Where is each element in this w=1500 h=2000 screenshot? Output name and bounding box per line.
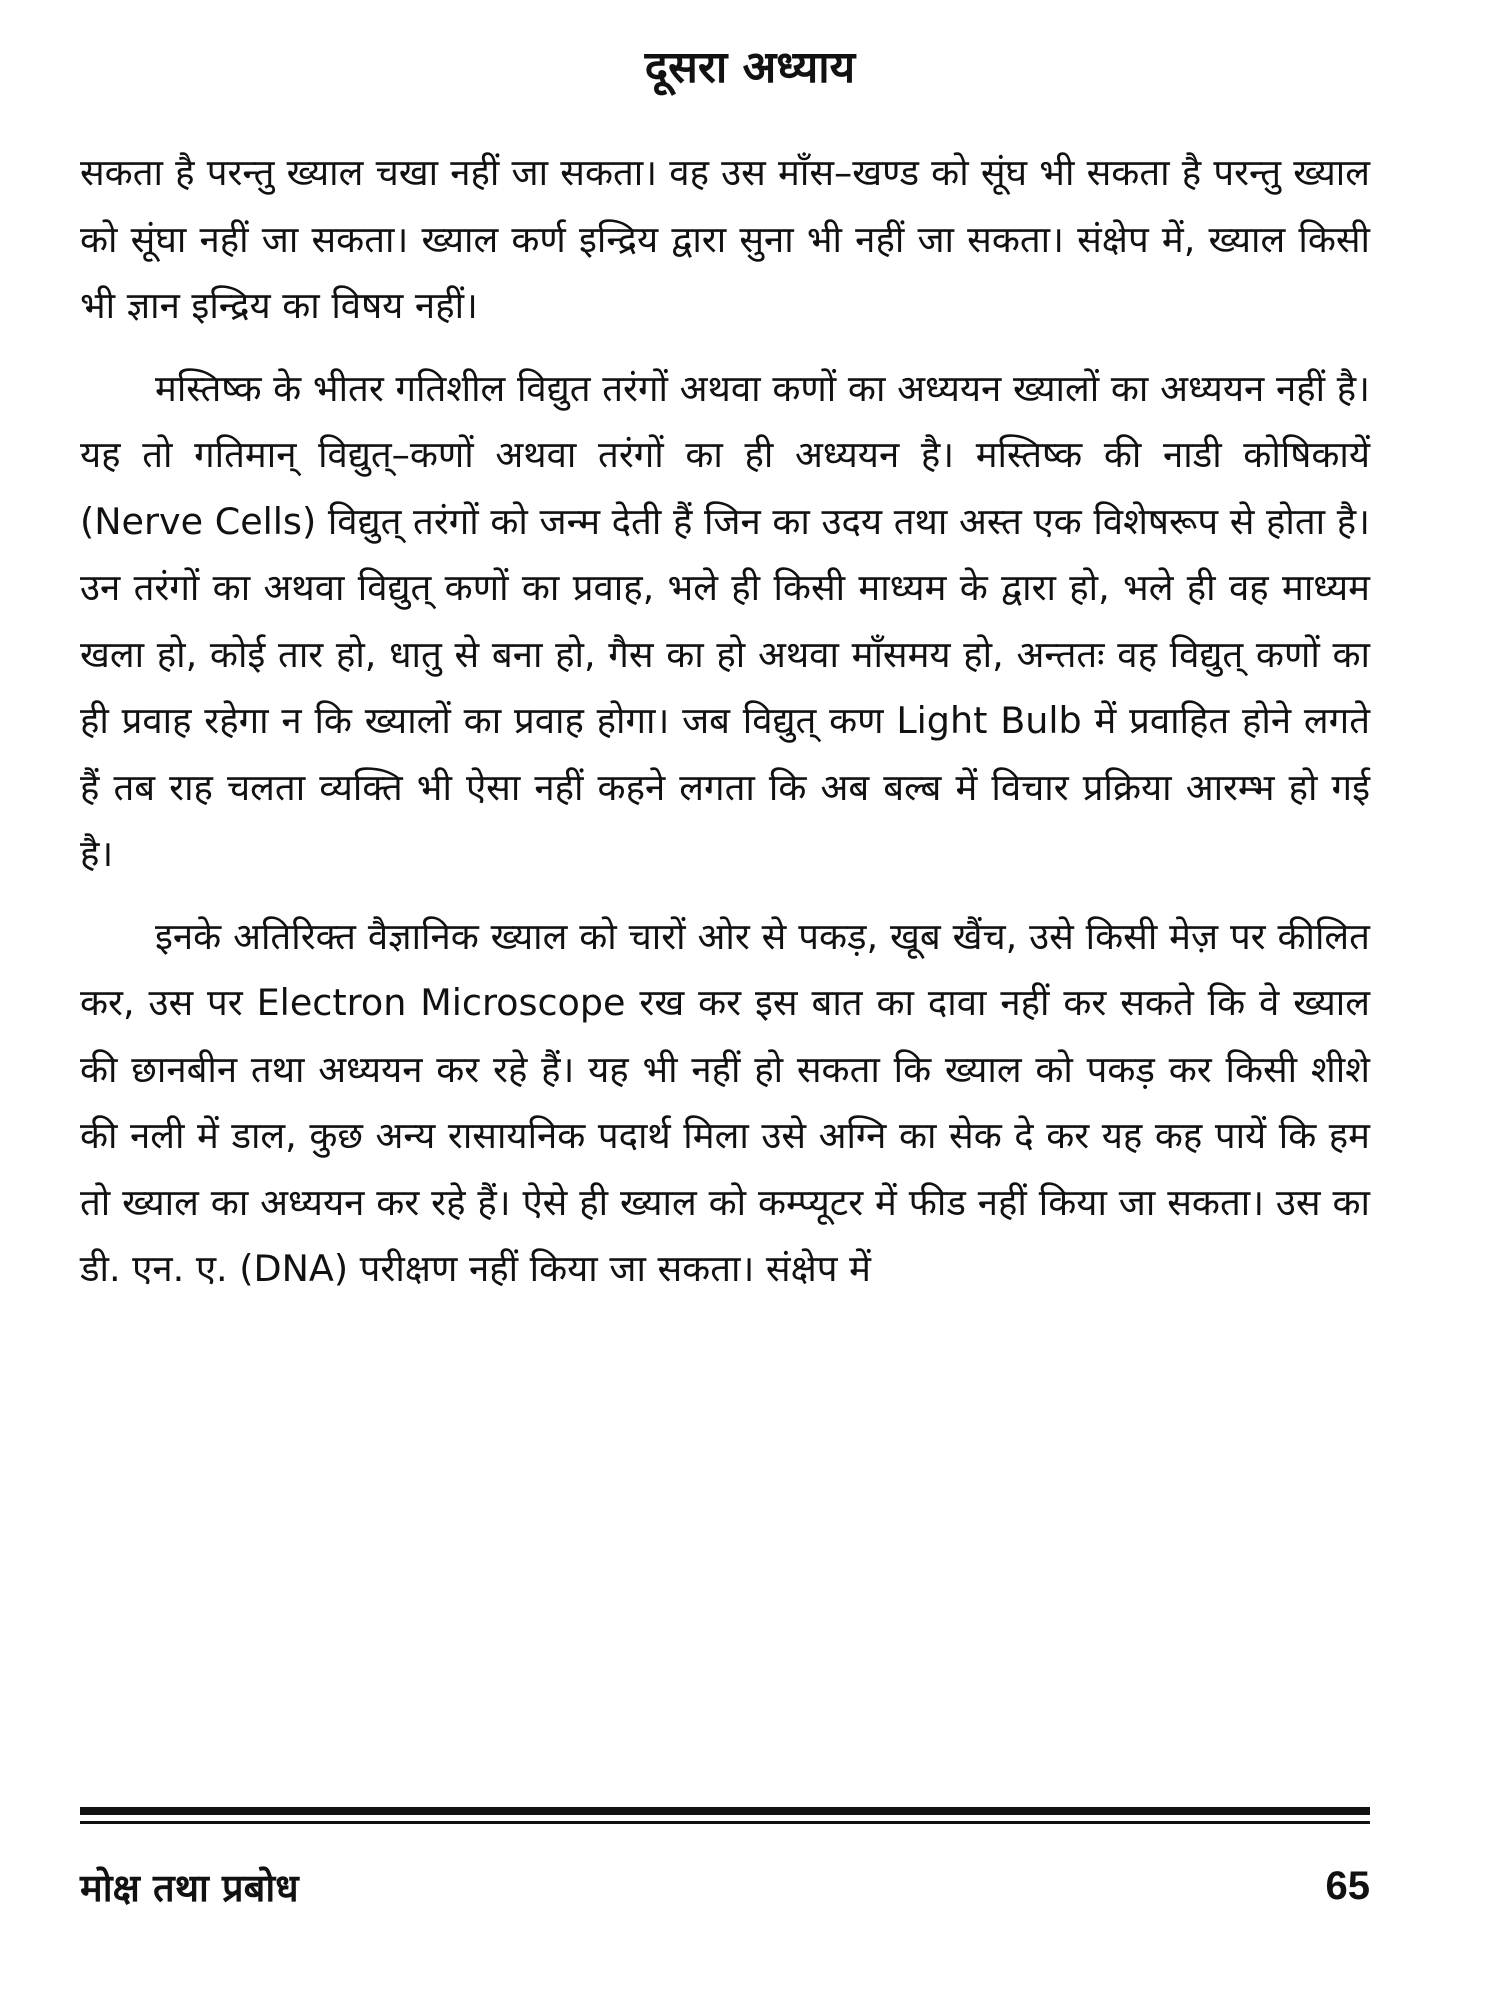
book-title: मोक्ष तथा प्रबोध: [80, 1866, 299, 1910]
footer-rule-thick: [80, 1807, 1370, 1815]
paragraph-3: इनके अतिरिक्त वैज्ञानिक ख्याल को चारों ओर से पकड़, खूब खैंच, उसे किसी मेज़ पर कीलित कर, उस पर Electron Microscope रख कर इस बात का दावा नहीं कर सकते कि वे ख्याल की छानबीन तथा अध्ययन कर रहे हैं। यह भी नहीं हो सकता कि ख्याल को पकड़ कर किसी शीशे की नली में डाल, कुछ अन्य रासायनिक पदार्थ मिला उसे अग्नि का सेक दे कर यह कह पायें कि हम तो ख्याल का अध्ययन कर रहे हैं। ऐसे ही ख्याल को कम्प्यूटर में फीड नहीं किया जा सकता। उस का डी. एन. ए. (DNA) परीक्षण नहीं किया जा सकता। संक्षेप में: [80, 914, 1370, 1290]
chapter-title: दूसरा अध्याय: [644, 42, 856, 93]
footer-rule-thin: [80, 1821, 1370, 1824]
paragraph-2: मस्तिष्क के भीतर गतिशील विद्युत तरंगों अथवा कणों का अध्ययन ख्यालों का अध्ययन नहीं है। यह तो गतिमान् विद्युत्–कणों अथवा तरंगों का ही अध्ययन है। मस्तिष्क की नाडी कोषिकायें (Nerve Cells) विद्युत् तरंगों को जन्म देती हैं जिन का उदय तथा अस्त एक विशेषरूप से होता है। उन तरंगों का अथवा विद्युत् कणों का प्रवाह, भले ही किसी माध्यम के द्वारा हो, भले ही वह माध्यम खला हो, कोई तार हो, धातु से बना हो, गैस का हो अथवा माँसमय हो, अन्ततः वह विद्युत् कणों का ही प्रवाह रहेगा न कि ख्यालों का प्रवाह होगा। जब विद्युत् कण Light Bulb में प्रवाहित होने लगते हैं तब राह चलता व्यक्ति भी ऐसा नहीं कहने लगता कि अब बल्ब में विचार प्रक्रिया आरम्भ हो गई है।: [80, 366, 1370, 875]
paragraph-1: सकता है परन्तु ख्याल चखा नहीं जा सकता। वह उस माँस–खण्ड को सूंघ भी सकता है परन्तु ख्याल को सूंघा नहीं जा सकता। ख्याल कर्ण इन्द्रिय द्वारा सुना भी नहीं जा सकता। संक्षेप में, ख्याल किसी भी ज्ञान इन्द्रिय का विषय नहीं।: [80, 151, 1370, 327]
page-number: 65: [1325, 1864, 1370, 1908]
page-body: [80, 140, 1370, 1319]
